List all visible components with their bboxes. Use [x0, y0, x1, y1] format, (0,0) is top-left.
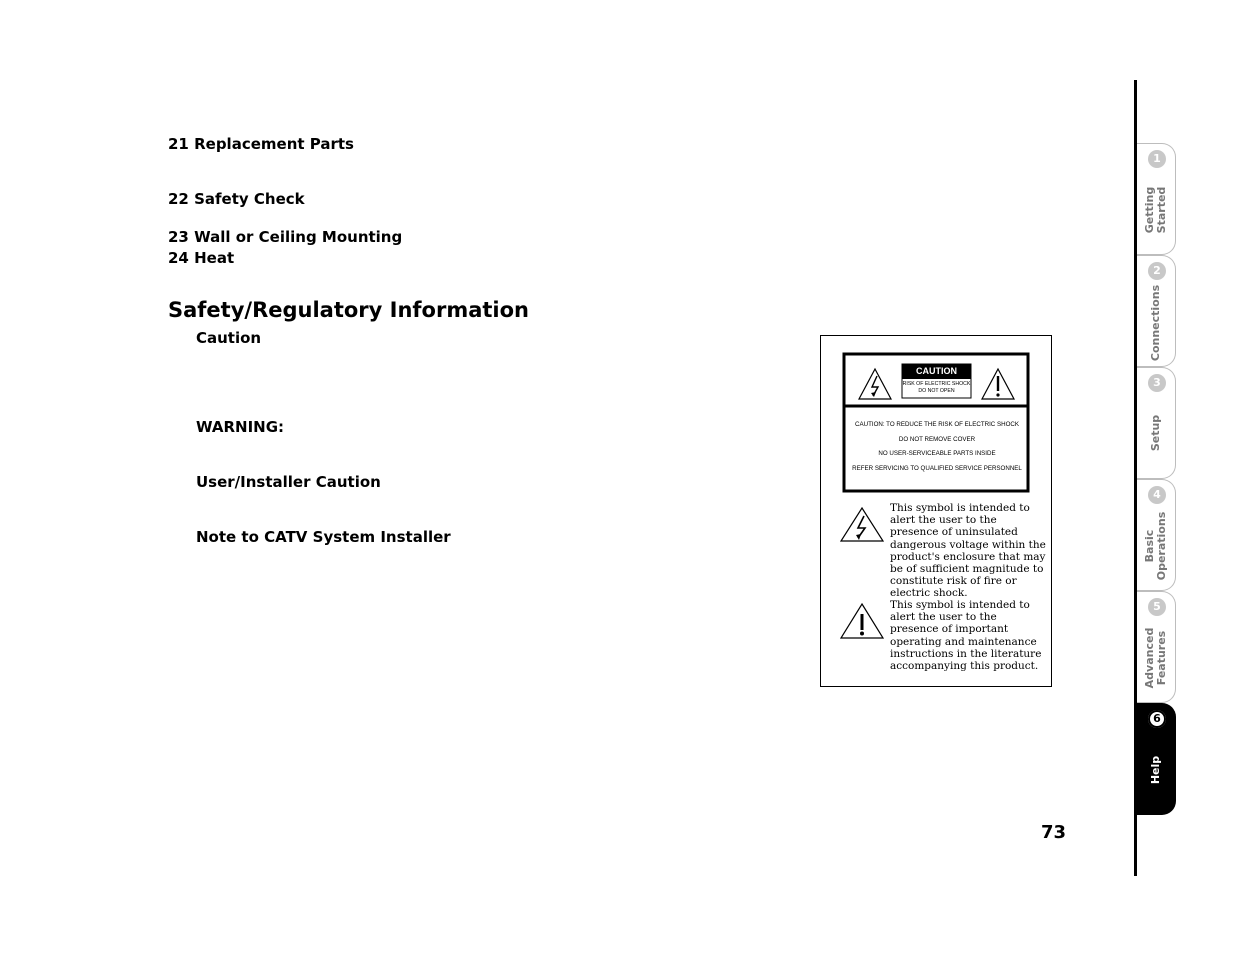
tab-label-line: Basic: [1143, 529, 1156, 563]
tab-label: [1150, 415, 1162, 451]
tab-getting-started[interactable]: [1137, 143, 1176, 255]
tab-label-line: Advanced: [1143, 627, 1156, 689]
tab-advanced-features[interactable]: [1137, 591, 1176, 703]
caution-warning-lines: [845, 418, 1029, 476]
section-title: Safety/Regulatory Information: [168, 298, 530, 322]
tab-label-line: Help: [1149, 755, 1162, 785]
subheading-warning: WARNING:: [196, 418, 285, 436]
tab-number-badge: 6: [1148, 710, 1166, 728]
tab-number-badge: 3: [1148, 374, 1166, 392]
tab-label: [1144, 512, 1168, 581]
tab-label: [1150, 756, 1162, 784]
exclamation-symbol-description: This symbol is intended to alert the user to the presence of important operating and maintenance instructions in the literature accompanying this product.: [890, 599, 1042, 673]
tab-label-line: Setup: [1149, 414, 1162, 452]
caution-line: DO NOT REMOVE COVER: [898, 435, 976, 443]
tab-setup[interactable]: [1137, 367, 1176, 479]
caution-label-figure: [820, 335, 1052, 687]
tab-basic-operations[interactable]: [1137, 479, 1176, 591]
subheading-caution: Caution: [196, 329, 262, 347]
heading-heat: 24 Heat: [168, 249, 235, 267]
tab-number-badge: 1: [1148, 150, 1166, 168]
exclamation-symbol-icon: [841, 604, 883, 638]
exclamation-triangle-icon: [982, 369, 1014, 399]
tab-label: [1144, 628, 1168, 689]
lightning-triangle-icon: [859, 369, 891, 399]
page-number: 73: [1041, 822, 1067, 843]
caution-line: NO USER-SERVICEABLE PARTS INSIDE: [878, 450, 996, 458]
tab-label-line: Features: [1155, 630, 1168, 686]
tab-label: [1150, 285, 1162, 361]
caution-line: REFER SERVICING TO QUALIFIED SERVICE PERSONNEL: [852, 464, 1022, 472]
heading-safety-check: 22 Safety Check: [168, 190, 305, 208]
tab-label-line: Getting: [1143, 186, 1156, 234]
subheading-user-installer-caution: User/Installer Caution: [196, 473, 381, 491]
tab-number-badge: 4: [1148, 486, 1166, 504]
tab-connections[interactable]: [1137, 255, 1176, 367]
heading-replacement-parts: 21 Replacement Parts: [168, 135, 354, 153]
tab-label-line: Started: [1155, 186, 1168, 234]
caution-badge-line1: RISK OF ELECTRIC SHOCK: [902, 381, 971, 387]
heading-wall-ceiling-mounting: 23 Wall or Ceiling Mounting: [168, 228, 403, 246]
tab-help[interactable]: [1137, 703, 1176, 815]
tab-label: [1144, 187, 1168, 234]
caution-line: CAUTION: TO REDUCE THE RISK OF ELECTRIC SHOCK: [855, 421, 1019, 428]
lightning-symbol-description: This symbol is intended to alert the user to the presence of uninsulated dangerous voltage within the product's enclosure that may be of sufficient magnitude to constitute risk of fire or electric shock.: [890, 502, 1046, 600]
caution-badge-line2: DO NOT OPEN: [918, 387, 955, 394]
tab-number-badge: 2: [1148, 262, 1166, 280]
tab-number-badge: 5: [1148, 598, 1166, 616]
lightning-symbol-icon: [841, 508, 883, 541]
caution-badge-title: CAUTION: [916, 366, 957, 376]
tab-label-line: Operations: [1155, 511, 1168, 581]
subheading-catv-note: Note to CATV System Installer: [196, 528, 451, 546]
tab-label-line: Connections: [1149, 284, 1162, 362]
